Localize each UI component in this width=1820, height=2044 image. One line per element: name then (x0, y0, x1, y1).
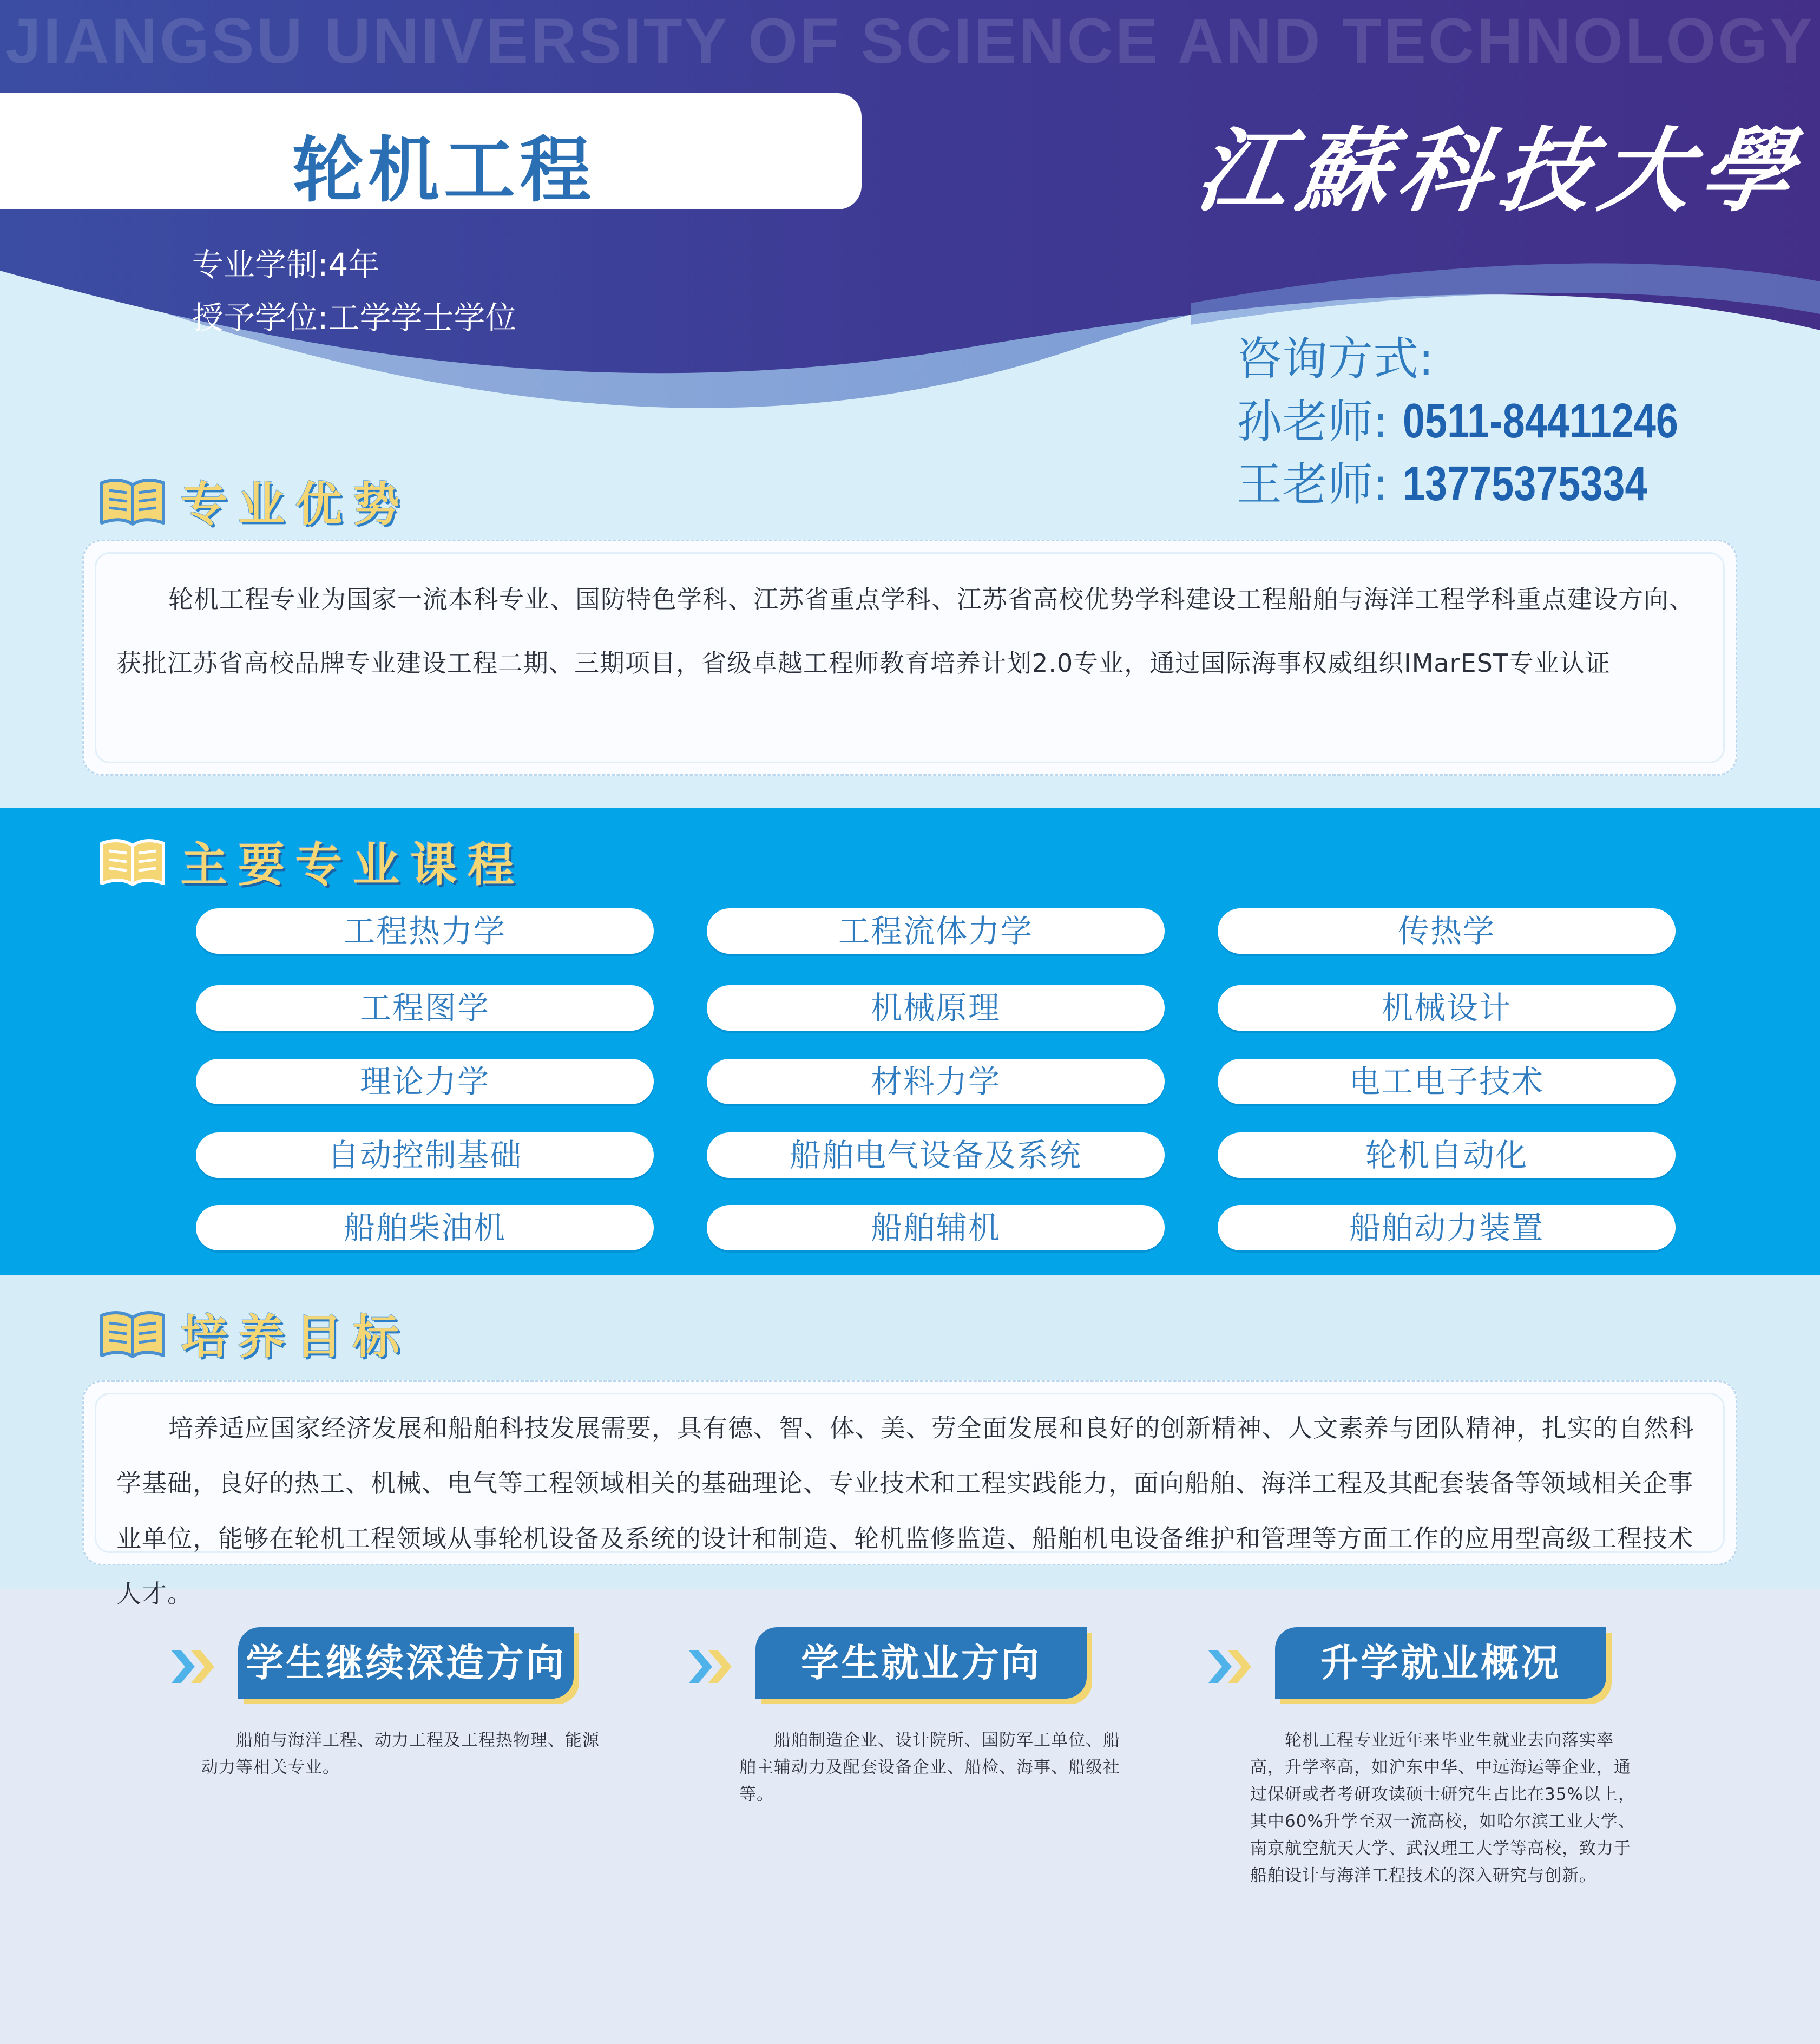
contact-phone[interactable]: 0511-84411246 (1403, 394, 1678, 448)
book-icon (97, 834, 168, 888)
course-item: 机械原理 (707, 985, 1165, 1031)
objectives-header (97, 1299, 410, 1366)
further-study-text: 船舶与海洋工程、动力工程及工程热物理、能源动力等相关专业。 (201, 1731, 600, 1777)
chevron-right-icon (169, 1648, 223, 1686)
contact-name: 孙老师: (1237, 395, 1389, 448)
objectives-title: 培养目标 (181, 1310, 410, 1364)
course-item: 自动控制基础 (196, 1132, 654, 1178)
courses-header (97, 827, 525, 894)
contact-name: 王老师: (1237, 458, 1389, 511)
courses-title: 主要专业课程 (181, 838, 525, 892)
watermark-text: JIANGSU UNIVERSITY OF SCIENCE AND TECHNOLOGY (5, 5, 1815, 77)
course-item: 轮机自动化 (1218, 1132, 1676, 1178)
book-icon (97, 473, 168, 527)
course-item: 电工电子技术 (1218, 1059, 1676, 1104)
course-item: 传热学 (1218, 908, 1676, 954)
contact-row-1 (1237, 385, 1739, 451)
employment-text: 船舶制造企业、设计院所、国防军工单位、船舶主辅动力及配套设备企业、船检、海事、船级社等。 (739, 1731, 1120, 1804)
advantages-header (97, 467, 410, 534)
overview-text: 轮机工程专业近年来毕业生就业去向落实率高，升学率高，如沪东中华、中远海运等企业，通过保研或者考研攻读硕士研究生占比在35%以上，其中60%升学至双一流高校，如哈尔滨工业大学、南京航空航天大学、武汉理工大学等高校，致力于船舶设计与海洋工程技术的深入研究与创新。 (1250, 1731, 1635, 1885)
contact-heading: 咨询方式: (1237, 332, 1434, 385)
course-item: 船舶电气设备及系统 (707, 1132, 1165, 1178)
course-item: 船舶柴油机 (196, 1205, 654, 1250)
course-item: 材料力学 (707, 1059, 1165, 1104)
advantages-box (82, 540, 1737, 776)
course-item: 工程流体力学 (707, 908, 1165, 954)
overview-tab: 升学就业概况 (1275, 1627, 1606, 1699)
objectives-text: 培养适应国家经济发展和船舶科技发展需要，具有德、智、体、美、劳全面发展和良好的创新精神、人文素养与团队精神，扎实的自然科学基础，良好的热工、机械、电气等工程领域相关的基础理论、专业技术和工程实践能力，面向船舶、海洋工程及其配套装备等领域相关企事业单位，能够在轮机工程领域从事轮机设备及系统的设计和制造、轮机监修监造、船舶机电设备维护和管理等方面工作的应用型高级工程技术人才。 (116, 1413, 1694, 1608)
book-icon (97, 1306, 168, 1360)
contact-row-2 (1237, 448, 1701, 514)
advantages-title: 专业优势 (181, 477, 410, 532)
further-study-tab: 学生继续深造方向 (238, 1627, 574, 1699)
title-banner (0, 93, 862, 212)
employment-tab: 学生就业方向 (755, 1627, 1087, 1699)
courses-section (0, 808, 1820, 1275)
program-duration: 专业学制:4年 (192, 246, 380, 283)
university-logo-text: 江蘇科技大學 (1190, 117, 1810, 224)
objectives-box (82, 1380, 1737, 1608)
course-item: 工程图学 (196, 985, 654, 1031)
course-item: 理论力学 (196, 1059, 654, 1104)
course-item: 船舶辅机 (707, 1205, 1165, 1250)
chevron-right-icon (686, 1648, 740, 1686)
advantages-text: 轮机工程专业为国家一流本科专业、国防特色学科、江苏省重点学科、江苏省高校优势学科建设工程船舶与海洋工程学科重点建设方向、获批江苏省高校品牌专业建设工程二期、三期项目，省级卓越工程师教育培养计划2.0专业，通过国际海事权威组织IMarEST专业认证 (116, 585, 1694, 678)
degree-awarded: 授予学位:工学学士学位 (192, 299, 517, 336)
page-title: 轮机工程 (292, 129, 595, 212)
course-item: 工程热力学 (196, 908, 654, 954)
course-item: 船舶动力装置 (1218, 1205, 1676, 1250)
chevron-right-icon (1206, 1648, 1260, 1686)
course-item: 机械设计 (1218, 985, 1676, 1031)
contact-phone[interactable]: 13775375334 (1403, 457, 1647, 511)
